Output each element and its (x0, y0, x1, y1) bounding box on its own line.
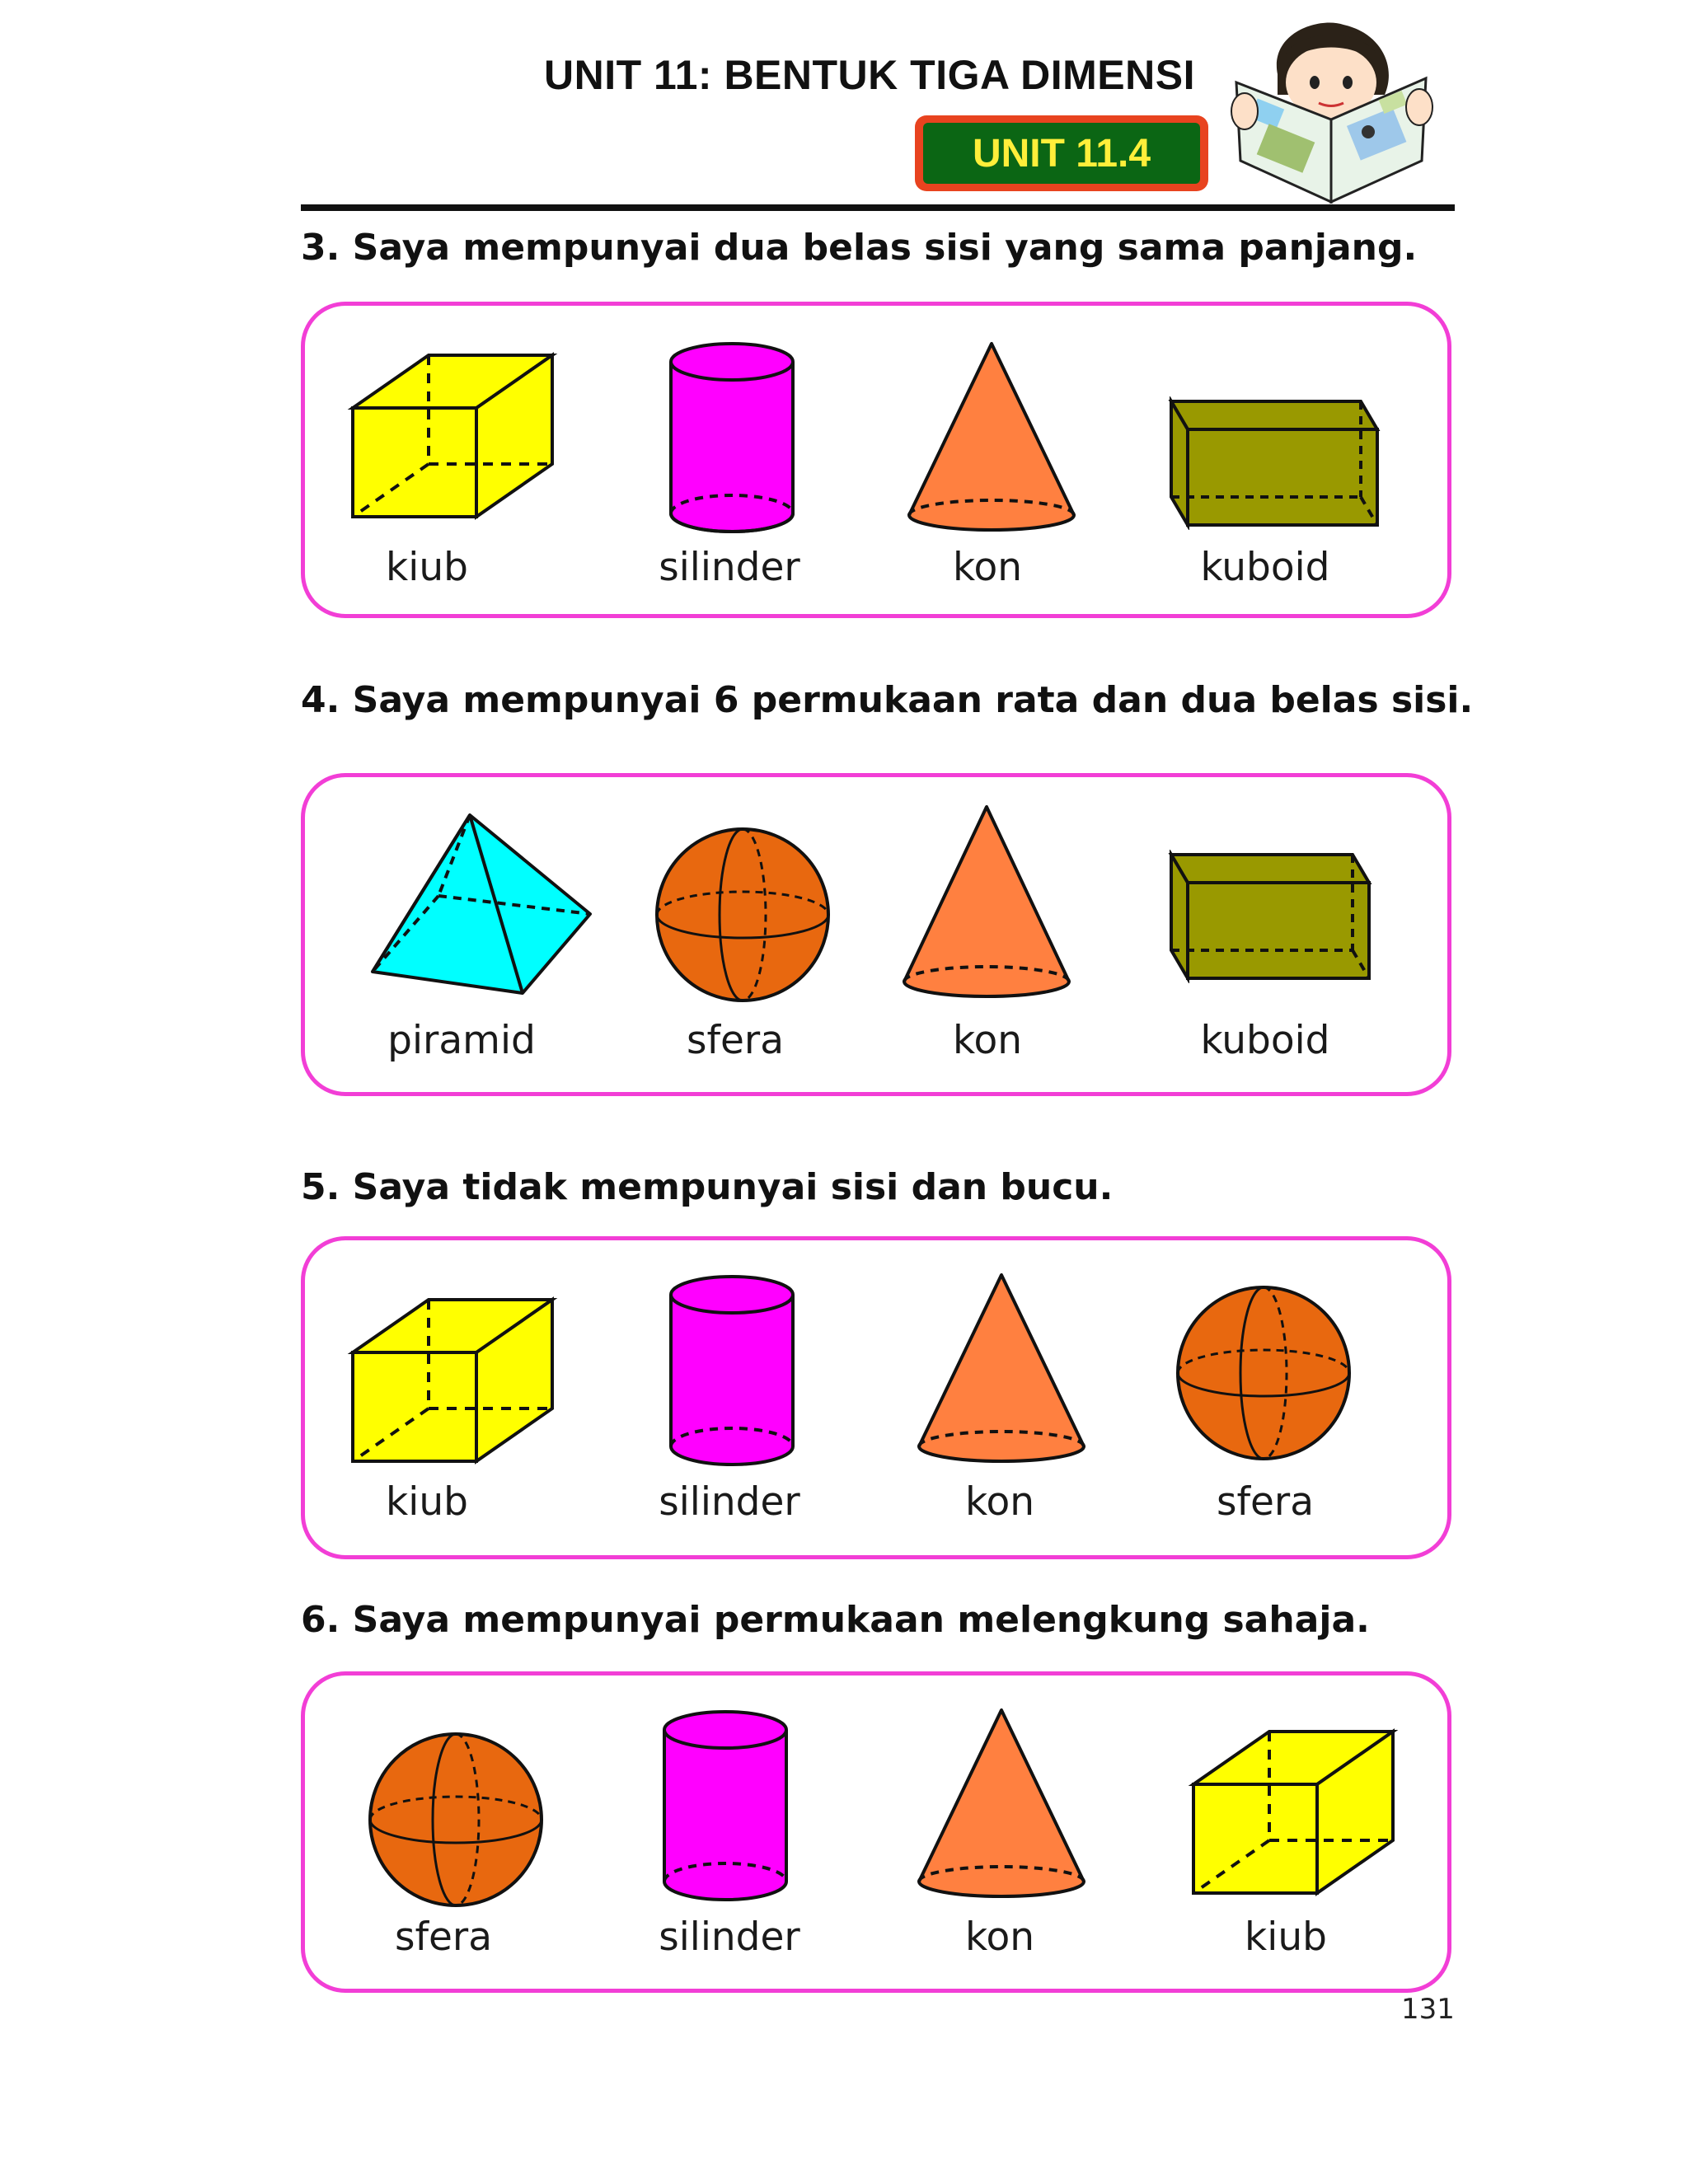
option-label: kon (964, 1915, 1035, 1960)
answer-panel-5 (301, 1236, 1451, 1559)
sphere-icon[interactable] (1172, 1282, 1355, 1465)
answer-panel-6 (301, 1671, 1451, 1993)
option-label: silinder (659, 1479, 800, 1525)
option-label: silinder (659, 545, 800, 590)
cube-icon[interactable] (1187, 1725, 1409, 1905)
sphere-icon[interactable] (651, 823, 834, 1006)
option-label: kon (952, 545, 1023, 590)
cylinder-icon[interactable] (659, 1707, 791, 1905)
pyramid-icon[interactable] (368, 810, 598, 1001)
option-label: silinder (659, 1915, 800, 1960)
question-4: 4. Saya mempunyai 6 permukaan rata dan dua belas sisi. (301, 679, 1474, 721)
cone-icon[interactable] (905, 339, 1078, 537)
cone-icon[interactable] (900, 802, 1073, 1003)
cube-icon[interactable] (346, 1293, 569, 1473)
header-divider (301, 204, 1455, 211)
option-label: kuboid (1200, 1018, 1330, 1063)
cylinder-icon[interactable] (666, 1272, 798, 1469)
option-label: kuboid (1200, 545, 1330, 590)
answer-panel-4 (301, 773, 1451, 1096)
answer-panel-3 (301, 302, 1451, 618)
cone-icon[interactable] (915, 1705, 1088, 1903)
option-label: kiub (386, 1479, 468, 1525)
question-3: 3. Saya mempunyai dua belas sisi yang sama panjang. (301, 227, 1418, 269)
unit-badge (915, 115, 1208, 191)
question-5: 5. Saya tidak mempunyai sisi dan bucu. (301, 1166, 1114, 1208)
sphere-icon[interactable] (364, 1728, 547, 1911)
option-label: sfera (686, 1018, 785, 1063)
option-label: sfera (1216, 1479, 1315, 1525)
option-label: kiub (1245, 1915, 1327, 1960)
unit-badge-label: UNIT 11.4 (923, 123, 1200, 184)
question-6: 6. Saya mempunyai permukaan melengkung sahaja. (301, 1599, 1370, 1641)
cube-icon[interactable] (346, 349, 569, 528)
option-label: kon (952, 1018, 1023, 1063)
cylinder-icon[interactable] (666, 339, 798, 537)
girl-reading-icon (1220, 16, 1444, 206)
page-title: UNIT 11: BENTUK TIGA DIMENSI (544, 52, 1195, 98)
cone-icon[interactable] (915, 1270, 1088, 1468)
option-label: kiub (386, 545, 468, 590)
cuboid-icon[interactable] (1166, 850, 1374, 983)
cuboid-icon[interactable] (1166, 396, 1381, 530)
page-number: 131 (1401, 1993, 1455, 2026)
option-label: kon (964, 1479, 1035, 1525)
option-label: sfera (394, 1915, 493, 1960)
option-label: piramid (387, 1018, 536, 1063)
